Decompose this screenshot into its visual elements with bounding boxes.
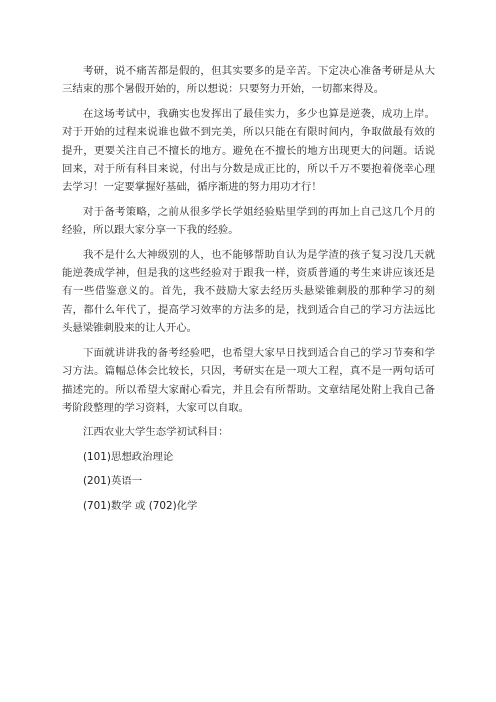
paragraph-2: 在这场考试中，我确实也发挥出了最佳实力，多少也算是逆袭，成功上岸。对于开始的过程来说谁也做不到完美，所以只能在有限时间内，争取做最有效的提升，更要关注自己不擅长的地方。避免在不擅长的地方出现更大的问题。话说回来，对于所有科目来说，付出与分数是成正比的，所以千万不要抱着侥幸心理去学习！一定要掌握好基础，循序渐进的努力用功才行！ [62, 107, 435, 194]
paragraph-3: 对于备考策略，之前从很多学长学姐经验贴里学到的再加上自己这几个月的经验，所以跟大家分享一下我的经验。 [62, 205, 435, 237]
subjects-heading: 江西农业大学生态学初试科目： [83, 426, 229, 439]
paragraph-5: 下面就讲讲我的备考经验吧，也希望大家早日找到适合自己的学习节奏和学习方法。篇幅总体会比较长，只因，考研实在是一项大工程，真不是一两句话可描述完的。所以希望大家耐心看完，并且会有所帮助。文章结尾处附上我自己备考阶段整理的学习资料，大家可以自取。 [62, 346, 435, 414]
paragraph-4: 我不是什么大神级别的人，也不能够帮助自认为是学渣的孩子复习没几天就能逆袭成学神，但是我的这些经验对于跟我一样，资质普通的考生来讲应该还是有一些借鉴意义的。首先，我不鼓励大家去经历头悬梁锥刺股的那种学习的刻苦，都什么年代了，提高学习效率的方法多的是，找到适合自己的学习方法远比头悬梁锥刺股来的让人开心。 [62, 248, 435, 335]
subject-politics: (101)思想政治理论 [83, 450, 174, 463]
document-page [62, 62, 435, 515]
subject-math-or-chemistry: (701)数学 或 (702)化学 [83, 499, 198, 512]
subject-english: (201)英语一 [83, 475, 143, 488]
paragraph-1: 考研，说不痛苦都是假的，但其实要多的是辛苦。下定决心准备考研是从大三结束的那个暑假开始的，所以想说：只要努力开始，一切都来得及。 [62, 65, 435, 96]
